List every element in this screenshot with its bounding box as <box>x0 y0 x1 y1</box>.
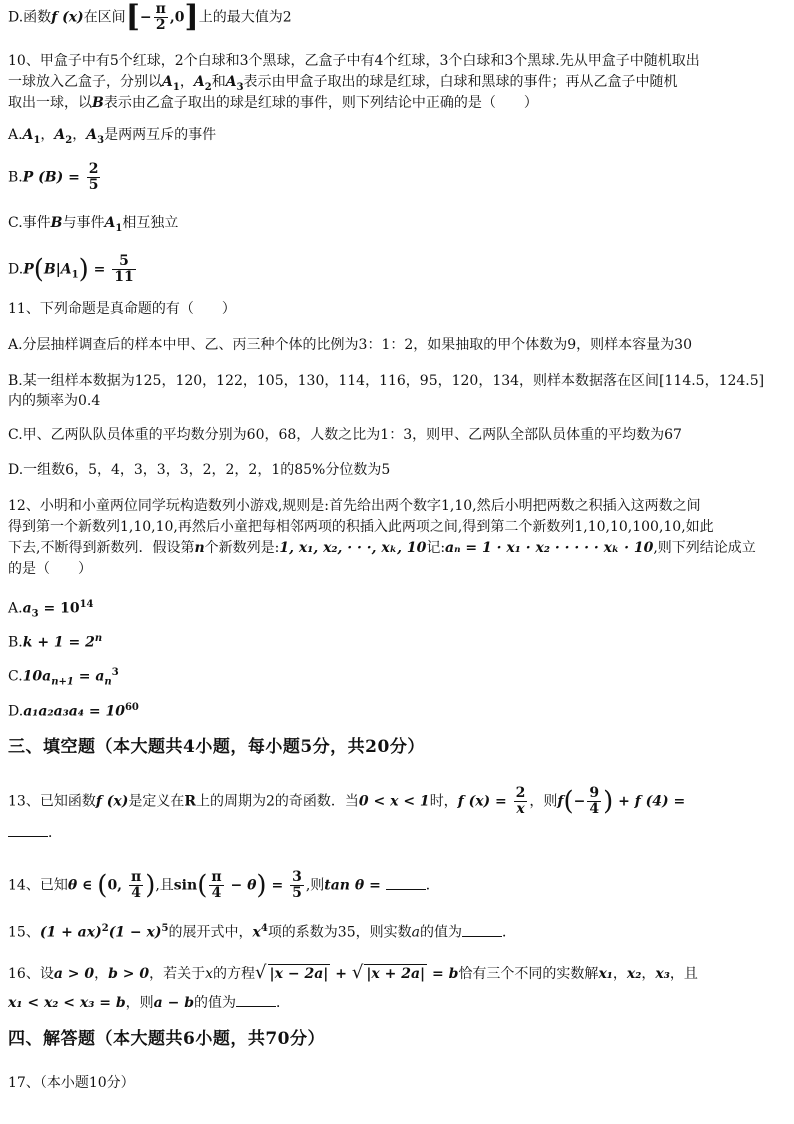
q12-line4: 的是（ ） <box>8 561 92 577</box>
q10-line3: 取出一球，以B表示由乙盒子取出的球是红球的事件，则下列结论中正确的是（ ） <box>8 95 538 111</box>
q10-option-b: B.P (B) = $\frac{2}{5}$ <box>8 161 99 193</box>
q13-line1: 13、已知函数f (x)是定义在R上的周期为2的奇函数．当0 < x < 1时，f (x) = $\frac{2}{x}$ ，则f(− $\frac{9}{4}$ ) + f (4) = <box>8 785 686 817</box>
q9-tail: 上的最大值为2 <box>198 9 292 26</box>
q10-line1: 10、甲盒子中有5个红球，2个白球和3个黑球，乙盒子中有4个红球，3个白球和3个黑球.先从甲盒子中随机取出 <box>8 53 700 69</box>
q9-label: D.函数 <box>8 9 52 26</box>
right-bracket: ] <box>184 0 199 35</box>
q9-zero: ,0 <box>169 9 185 26</box>
q10-b-fraction: $\frac{2}{5}$ <box>88 161 99 193</box>
q9-option-d <box>8 2 292 33</box>
q12-line2: 得到第一个新数列1,10,10,再然后小童把每相邻两项的积插入此两项之间,得到第二个新数列1,10,10,100,10,如此 <box>8 519 714 535</box>
q13-line2: ． <box>8 824 62 842</box>
q15-answer-blank[interactable] <box>462 924 502 937</box>
section-fill-in-title: 三、填空题（本大题共4小题，每小题5分，共20分） <box>8 737 425 757</box>
q14-pi4-fraction: $\frac{\pi}{4}$ <box>130 869 142 901</box>
q16-line1: 16、设a > 0，b > 0，若关于x的方程√ |x − 2a| + √ |x + 2a| = b恰有三个不同的实数解x₁，x₂，x₃，且 <box>8 962 698 983</box>
q10-option-c: C.事件B与事件$A_1$相互独立 <box>8 215 179 234</box>
q11-option-b-line2: 内的频率为0.4 <box>8 393 101 409</box>
q13-answer-blank[interactable] <box>8 824 48 837</box>
q12-option-a: $A.a_3 = 10^{14}$ <box>8 599 94 620</box>
q11-option-d: D.一组数6，5，4，3，3，3，2，2，2，1的85%分位数为5 <box>8 462 391 478</box>
q16-line2: x₁ < x₂ < x₃ = b，则a − b的值为 ． <box>8 995 291 1011</box>
q11-stem: 11、下列命题是真命题的有（ ） <box>8 301 236 317</box>
q16-answer-blank[interactable] <box>236 994 276 1007</box>
q14-answer-blank[interactable] <box>386 877 426 890</box>
q13-fraction-94: $\frac{9}{4}$ <box>589 785 600 817</box>
q9-fx: f (x) <box>51 9 84 26</box>
q11-option-c: C.甲、乙两队队员体重的平均数分别为60，68，人数之比为1：3，则甲、乙两队全部队员体重的平均数为67 <box>8 427 682 443</box>
q12-option-b: $B.k + 1 = 2^n$ <box>8 633 103 651</box>
q10-line2: 一球放入乙盒子，分别以$A_1$，$A_2$和$A_3$表示由甲盒子取出的球是红球，白球和黑球的事件；再从乙盒子中随机 <box>8 74 678 93</box>
q11-option-a: A.分层抽样调查后的样本中甲、乙、丙三种个体的比例为3：1：2，如果抽取的甲个体数为9，则样本容量为30 <box>8 337 693 353</box>
q14-value-fraction: $\frac{3}{5}$ <box>292 869 302 901</box>
q9-minus: − <box>139 9 152 26</box>
q12-line3: 下去,不断得到新数列．假设第n个新数列是:1, x₁, x₂, · · ·, xₖ, 10记:aₙ = 1 · x₁ · x₂ · · · · · xₖ · 10,则下列结论成立 <box>8 540 756 556</box>
q11-option-b-line1: B.某一组样本数据为125，120，122，105，130，114，116，95，120，134，则样本数据落在区间[114.5，124.5] <box>8 373 765 389</box>
q13-fraction-2x: $\frac{2}{x}$ <box>515 785 526 817</box>
q9-mid: 在区间 <box>83 9 126 26</box>
q9-pi-fraction: $\frac{\pi}{2}$ <box>155 1 166 33</box>
q15-line: 15、$(1 + ax)^2(1 - x)^5$的展开式中，$x^4$项的系数为35，则实数a的值为 ． <box>8 923 516 941</box>
q12-option-c: $C.10a_{n+1} = a_n^3$ <box>8 667 119 688</box>
q10-option-d: $D.P(B|A_1)$ = $\frac{5}{11}$ <box>8 253 134 285</box>
q17-heading: 17、（本小题10分） <box>8 1075 135 1091</box>
q10-d-fraction: $\frac{5}{11}$ <box>114 253 134 285</box>
q12-line1: 12、小明和小童两位同学玩构造数列小游戏,规则是:首先给出两个数字1,10,然后小明把两数之积插入这两数之间 <box>8 498 701 514</box>
section-solution-title: 四、解答题（本大题共6小题，共70分） <box>8 1029 325 1049</box>
q14-sin-fraction: $\frac{\pi}{4}$ <box>211 869 222 901</box>
q12-option-d: $D.a_1a_2a_3a_4 = 10^{60}$ <box>8 702 139 720</box>
q14-line: 14、已知θ ∈ (0, $\frac{\pi}{4}$ ),且sin( $\frac{\pi}{4}$ − θ) = $\frac{3}{5}$ ,则tan θ = ． <box>8 869 440 901</box>
left-bracket: [ <box>125 0 140 35</box>
q10-option-a: $A.A_1$，$A_2$，$A_3$是两两互斥的事件 <box>8 127 217 146</box>
